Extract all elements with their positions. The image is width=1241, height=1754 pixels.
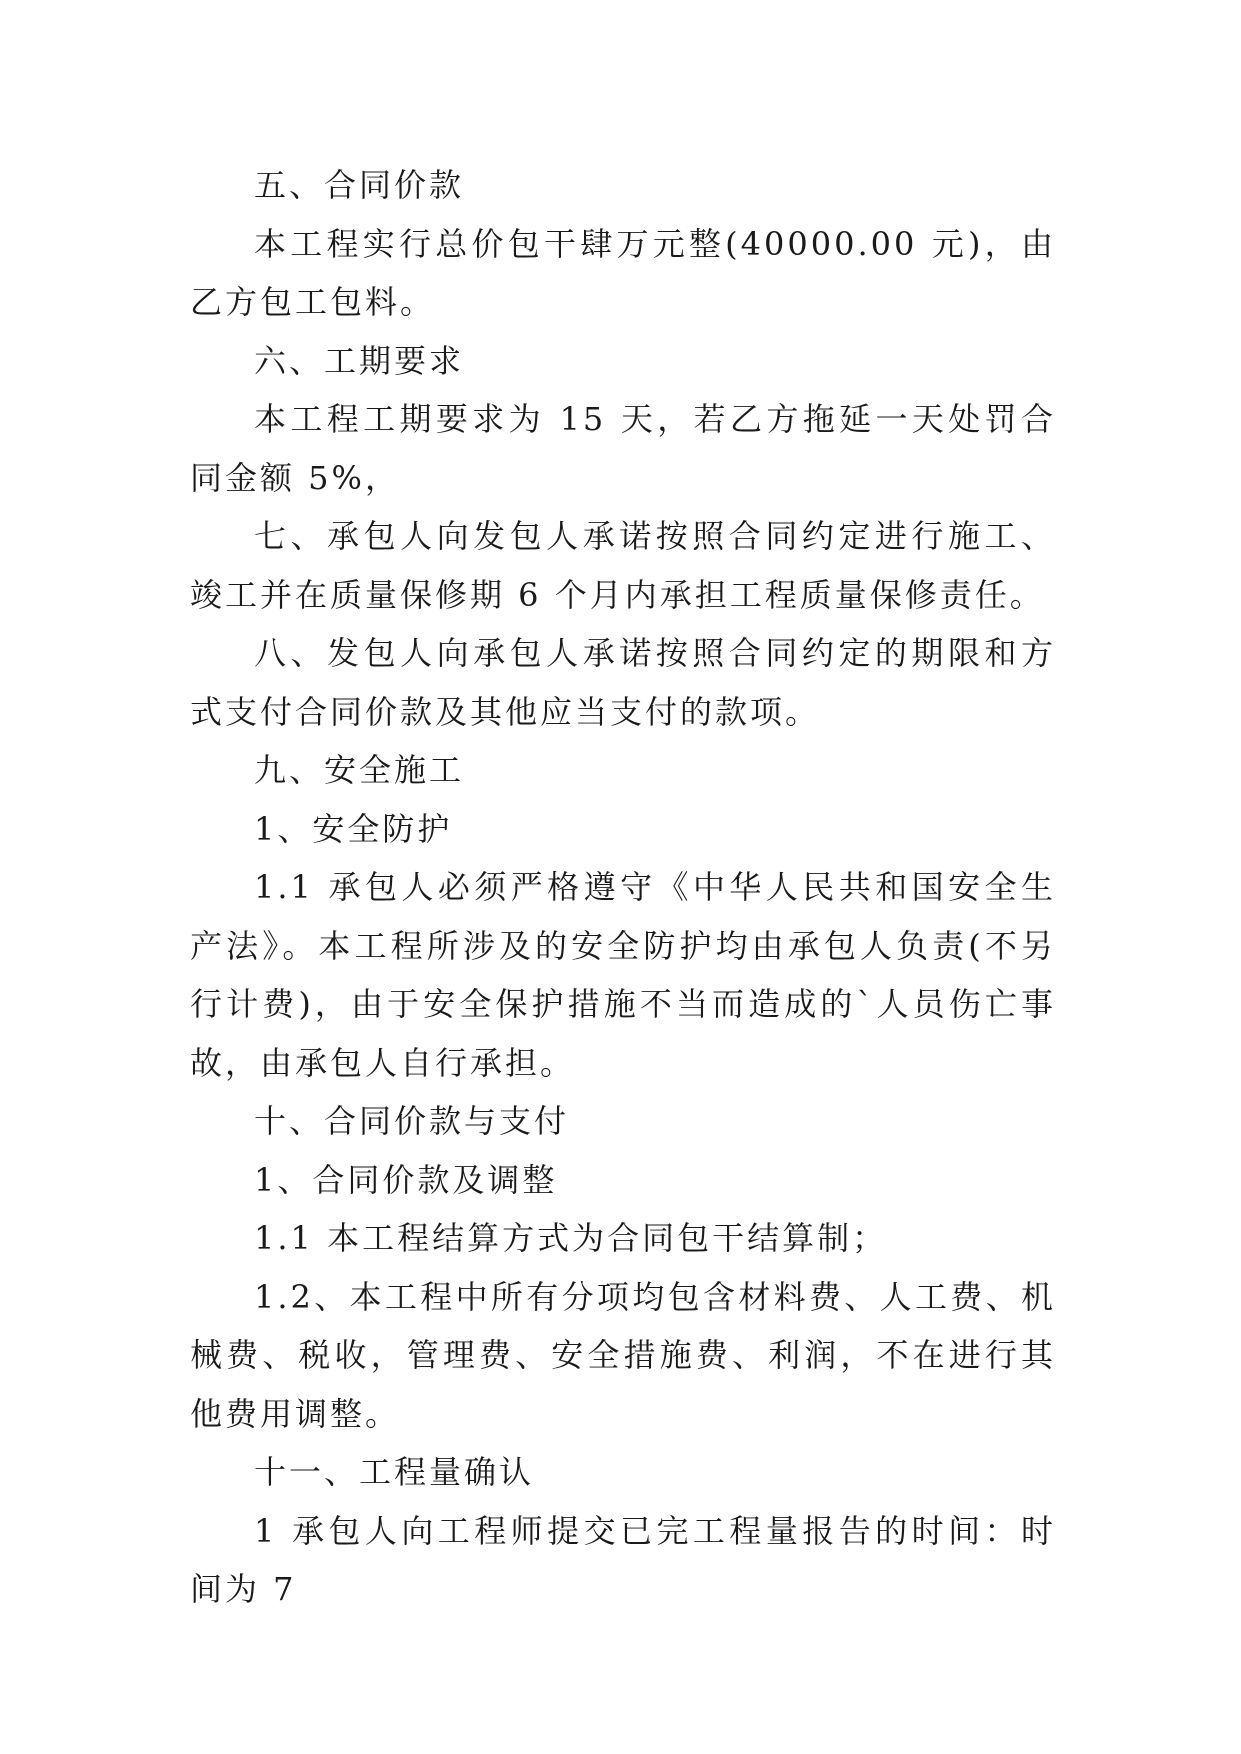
paragraph-contract-price: 本工程实行总价包干肆万元整(40000.00 元)，由乙方包工包料。 [190,224,1056,321]
subheading-safety-protection: 1、安全防护 [254,809,453,848]
section-heading-contract-price: 五、合同价款 [254,166,465,204]
paragraph-contractor-commitment: 七、承包人向发包人承诺按照合同约定进行施工、竣工并在质量保修期 6 个月内承担工程质量保修责任。 [190,517,1056,614]
paragraph-schedule: 本工程工期要求为 15 天，若乙方拖延一天处罚合同金额 5%， [190,400,1056,497]
paragraph-employer-commitment: 八、发包人向承包人承诺按照合同约定的期限和方式支付合同价款及其他应当支付的款项。 [190,634,1056,731]
section-heading-price-payment: 十、合同价款与支付 [254,1102,570,1140]
paragraph-quantity-report: 1 承包人向工程师提交已完工程量报告的时间：时间为 7 [190,1511,1056,1608]
paragraph-safety-law: 1.1 承包人必须严格遵守《中华人民共和国安全生产法》。本工程所涉及的安全防护均由承包人负责(不另行计费)，由于安全保护措施不当而造成的`人员伤亡事故，由承包人自行承担。 [190,868,1056,1082]
section-heading-schedule: 六、工期要求 [254,341,465,380]
paragraph-cost-items: 1.2、本工程中所有分项均包含材料费、人工费、机械费、税收，管理费、安全措施费、利润，不在进行其他费用调整。 [190,1277,1056,1433]
section-heading-quantity-confirmation: 十一、工程量确认 [254,1453,535,1491]
paragraph-settlement-method: 1.1 本工程结算方式为合同包干结算制； [254,1219,888,1257]
subheading-price-adjustment: 1、合同价款及调整 [254,1160,558,1199]
document-body [190,156,1056,1619]
section-heading-safety: 九、安全施工 [254,751,465,789]
